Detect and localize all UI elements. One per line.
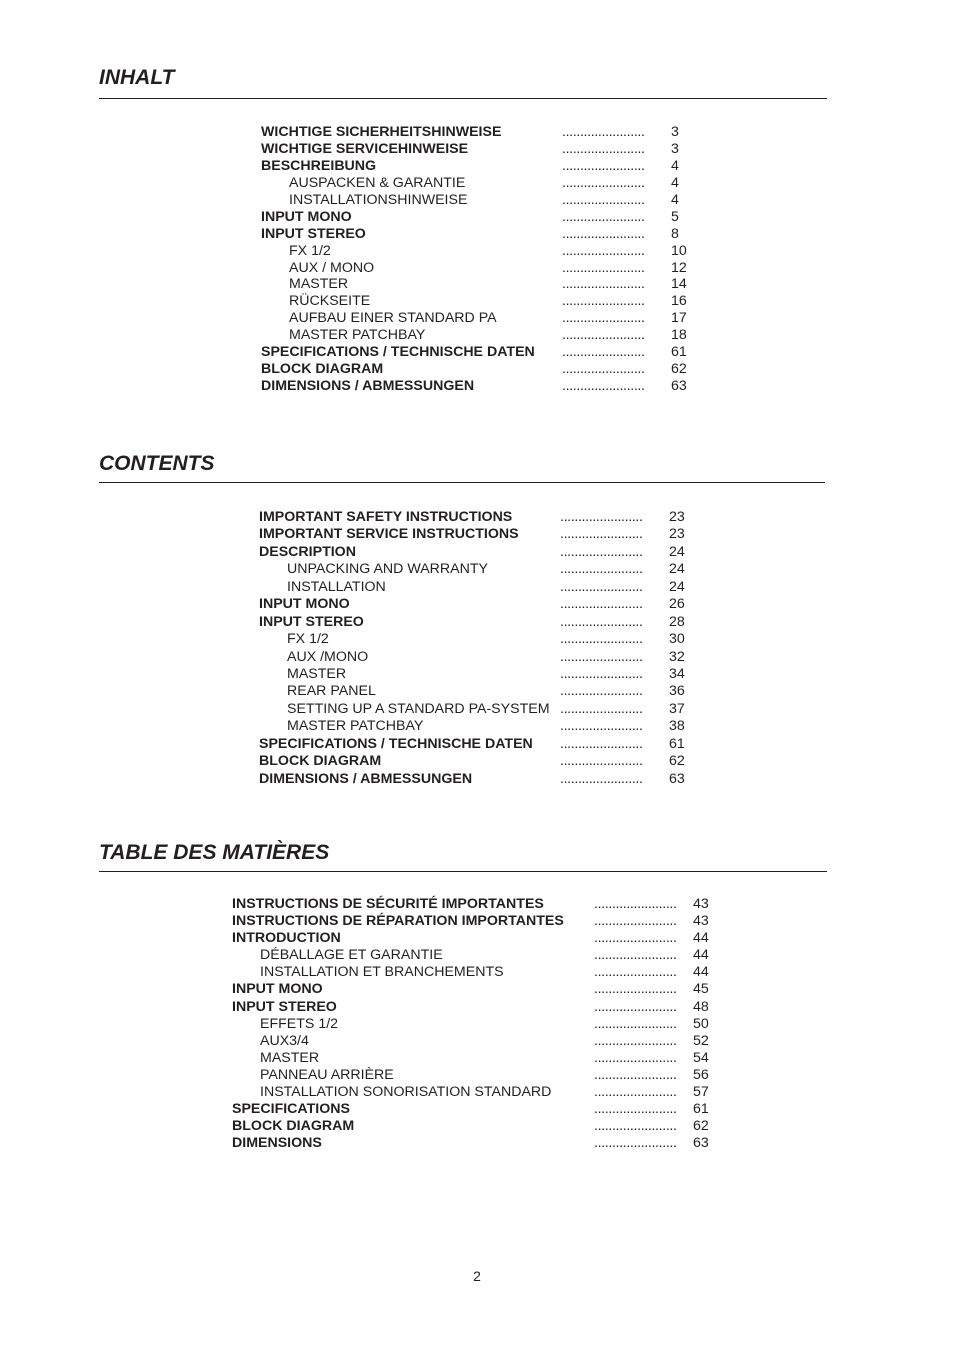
toc-entry-leader-dots: ....................... [560,526,643,543]
toc-entry-leader-dots: ....................... [560,578,643,595]
toc-entry[interactable] [232,1033,733,1050]
toc-entry-leader-dots: ....................... [562,124,645,140]
toc-entry-page: 61 [669,735,685,752]
toc-entry[interactable] [259,614,709,631]
toc-entry-label: MASTER [289,276,349,293]
toc-entry-leader-dots: ....................... [562,191,645,208]
toc-entry-label: UNPACKING AND WARRANTY [287,561,489,578]
toc-entry-label: FX 1/2 [289,242,331,259]
toc-entry-leader-dots: ....................... [594,1135,677,1152]
toc-entry-label: SETTING UP A STANDARD PA-SYSTEM [287,700,550,717]
toc-entry-page: 44 [693,947,709,964]
toc-entry-label: DÉBALLAGE ET GARANTIE [260,947,443,964]
toc-entry[interactable] [261,327,711,344]
toc-entry[interactable] [261,310,711,327]
toc-entry[interactable] [259,753,709,770]
toc-entry-label: PANNEAU ARRIÈRE [260,1066,394,1083]
toc-entry-page: 4 [671,191,679,208]
toc-entry-label: EFFETS 1/2 [260,1015,339,1032]
toc-entry-page: 23 [669,509,685,525]
toc-entry[interactable] [232,1016,733,1033]
toc-entry-leader-dots: ....................... [562,259,645,276]
toc-entry-label: AUX / MONO [289,259,375,276]
toc-entry-label: FX 1/2 [287,631,329,648]
toc-entry-leader-dots: ....................... [560,561,643,578]
toc-entry[interactable] [261,260,711,277]
toc-entry[interactable] [259,683,709,700]
toc-entry-page: 12 [671,259,687,276]
toc-entry-label: SPECIFICATIONS / TECHNISCHE DATEN [259,735,533,752]
toc-entry[interactable] [261,344,711,361]
toc-entry[interactable] [232,930,733,947]
toc-entry-page: 17 [671,310,687,327]
toc-entry[interactable] [261,361,711,378]
toc-entry[interactable] [232,896,733,913]
toc-entry-label: BLOCK DIAGRAM [232,1118,355,1135]
toc-entry[interactable] [259,666,709,683]
toc-entry-page: 54 [693,1049,709,1066]
toc-entry-leader-dots: ....................... [562,242,645,259]
toc-entry[interactable] [232,1050,733,1067]
toc-entry-leader-dots: ....................... [560,683,643,700]
toc-entry-label: AUX3/4 [260,1032,309,1049]
toc-entry[interactable] [232,1118,733,1135]
toc-entry-leader-dots: ....................... [594,1032,677,1049]
toc-entry-label: WICHTIGE SERVICEHINWEISE [261,140,469,157]
toc-entry-page: 3 [671,140,679,157]
toc-entry-page: 50 [693,1015,709,1032]
toc-entry-label: BLOCK DIAGRAM [259,753,382,770]
toc-entry-label: RÜCKSEITE [289,293,371,310]
toc-entry-leader-dots: ....................... [562,327,645,344]
toc-entry-label: SPECIFICATIONS [232,1101,350,1118]
toc-entry[interactable] [259,526,709,543]
toc-entry-leader-dots: ....................... [594,981,677,998]
toc-entry-leader-dots: ....................... [560,718,643,735]
toc-entry-label: INPUT MONO [232,981,323,998]
toc-entry-label: MASTER PATCHBAY [289,327,426,344]
toc-entry-label: DESCRIPTION [259,543,356,560]
toc-entry-page: 30 [669,631,685,648]
toc-entry-leader-dots: ....................... [594,930,677,947]
toc-entry-page: 5 [671,208,679,225]
toc-entry-page: 24 [669,578,685,595]
toc-list-contents [259,509,709,788]
toc-entry-label: MASTER PATCHBAY [287,718,424,735]
toc-entry-label: IMPORTANT SAFETY INSTRUCTIONS [259,509,513,525]
toc-entry-leader-dots: ....................... [562,361,645,378]
section-title-inhalt: INHALT [99,66,175,89]
toc-entry-label: AUSPACKEN & GARANTIE [289,174,466,191]
toc-entry-label: INSTALLATION SONORISATION STANDARD [260,1084,552,1101]
toc-entry-page: 24 [669,561,685,578]
toc-entry-page: 52 [693,1032,709,1049]
toc-entry-leader-dots: ....................... [560,648,643,665]
toc-entry-leader-dots: ....................... [560,700,643,717]
toc-entry-page: 44 [693,964,709,981]
toc-entry-leader-dots: ....................... [560,735,643,752]
toc-entry-label: INSTALLATIONSHINWEISE [289,191,468,208]
toc-entry-page: 24 [669,543,685,560]
toc-entry-page: 23 [669,526,685,543]
toc-entry[interactable] [232,1135,733,1152]
toc-entry-page: 63 [693,1135,709,1152]
toc-entry-label: DIMENSIONS / ABMESSUNGEN [259,770,473,787]
toc-entry-leader-dots: ....................... [594,1015,677,1032]
toc-entry-leader-dots: ....................... [594,964,677,981]
toc-entry-page: 61 [671,344,687,361]
toc-entry-label: INSTRUCTIONS DE SÉCURITÉ IMPORTANTES [232,896,544,912]
toc-entry-page: 32 [669,648,685,665]
toc-entry[interactable] [259,701,709,718]
toc-entry-leader-dots: ....................... [594,1049,677,1066]
toc-entry-page: 16 [671,293,687,310]
toc-entry-page: 45 [693,981,709,998]
toc-entry[interactable] [261,293,711,310]
toc-entry-leader-dots: ....................... [562,174,645,191]
toc-entry-label: MASTER [287,665,347,682]
toc-entry-page: 63 [671,378,687,395]
toc-entry-label: INPUT MONO [261,208,352,225]
toc-entry-leader-dots: ....................... [594,1101,677,1118]
toc-entry[interactable] [261,175,711,192]
toc-entry-label: INTRODUCTION [232,930,341,947]
toc-entry-label: DIMENSIONS / ABMESSUNGEN [261,378,475,395]
toc-entry[interactable] [232,981,733,998]
toc-entry-leader-dots: ....................... [560,543,643,560]
toc-entry-leader-dots: ....................... [562,310,645,327]
toc-entry-page: 62 [693,1118,709,1135]
toc-entry-label: INPUT STEREO [232,998,337,1015]
page-number: 2 [473,1268,481,1284]
toc-entry-leader-dots: ....................... [594,896,677,912]
toc-entry-leader-dots: ....................... [560,665,643,682]
toc-entry-page: 61 [693,1101,709,1118]
toc-entry[interactable] [259,736,709,753]
toc-entry-leader-dots: ....................... [562,225,645,242]
toc-entry-page: 14 [671,276,687,293]
toc-entry-leader-dots: ....................... [594,947,677,964]
toc-entry-leader-dots: ....................... [594,1066,677,1083]
toc-entry[interactable] [261,124,711,141]
toc-entry[interactable] [261,141,711,158]
toc-entry-leader-dots: ....................... [562,344,645,361]
toc-entry-page: 4 [671,157,679,174]
toc-entry[interactable] [259,509,709,526]
toc-entry-label: AUX /MONO [287,648,369,665]
toc-entry-label: BLOCK DIAGRAM [261,361,384,378]
toc-list-inhalt [261,124,711,395]
toc-entry-label: INSTRUCTIONS DE RÉPARATION IMPORTANTES [232,913,564,930]
toc-entry-leader-dots: ....................... [594,1118,677,1135]
toc-entry-leader-dots: ....................... [562,208,645,225]
toc-entry[interactable] [261,209,711,226]
toc-entry-leader-dots: ....................... [560,613,643,630]
section-rule [99,871,827,872]
toc-entry-page: 18 [671,327,687,344]
toc-entry-page: 3 [671,124,679,140]
toc-entry[interactable] [261,192,711,209]
toc-entry[interactable] [261,158,711,175]
toc-entry[interactable] [232,1101,733,1118]
toc-entry[interactable] [232,1067,733,1084]
toc-entry[interactable] [232,913,733,930]
toc-entry-leader-dots: ....................... [562,157,645,174]
toc-entry-page: 28 [669,613,685,630]
section-title-table-des-matieres: TABLE DES MATIÈRES [99,841,330,864]
toc-entry-label: INPUT STEREO [261,225,366,242]
toc-entry-page: 62 [671,361,687,378]
toc-entry-leader-dots: ....................... [560,631,643,648]
toc-entry-page: 26 [669,596,685,613]
toc-entry[interactable] [261,243,711,260]
toc-entry-leader-dots: ....................... [560,753,643,770]
toc-list-table-des-matieres [232,896,733,1152]
toc-entry-leader-dots: ....................... [560,770,643,787]
toc-entry-label: WICHTIGE SICHERHEITSHINWEISE [261,124,502,140]
toc-entry-page: 10 [671,242,687,259]
toc-entry[interactable] [259,579,709,596]
toc-entry[interactable] [259,718,709,735]
toc-entry-leader-dots: ....................... [562,293,645,310]
toc-entry[interactable] [259,544,709,561]
toc-entry-page: 38 [669,718,685,735]
toc-entry[interactable] [232,1084,733,1101]
toc-entry-page: 43 [693,896,709,912]
toc-entry-page: 62 [669,753,685,770]
toc-entry-leader-dots: ....................... [560,509,643,525]
toc-entry[interactable] [261,276,711,293]
toc-entry-label: DIMENSIONS [232,1135,322,1152]
toc-entry-page: 44 [693,930,709,947]
toc-entry-page: 8 [671,225,679,242]
toc-entry-leader-dots: ....................... [594,1084,677,1101]
toc-entry-label: INSTALLATION ET BRANCHEMENTS [260,964,504,981]
toc-entry-leader-dots: ....................... [594,998,677,1015]
toc-entry-leader-dots: ....................... [562,276,645,293]
toc-entry-page: 57 [693,1084,709,1101]
toc-entry[interactable] [232,947,733,964]
toc-entry-label: MASTER [260,1049,320,1066]
toc-entry-label: INPUT MONO [259,596,350,613]
toc-entry-label: BESCHREIBUNG [261,157,377,174]
toc-entry-page: 56 [693,1066,709,1083]
toc-entry-label: SPECIFICATIONS / TECHNISCHE DATEN [261,344,535,361]
toc-entry-label: IMPORTANT SERVICE INSTRUCTIONS [259,526,519,543]
toc-entry-page: 34 [669,665,685,682]
toc-entry-leader-dots: ....................... [560,596,643,613]
toc-entry-page: 37 [669,700,685,717]
toc-entry[interactable] [261,226,711,243]
toc-entry[interactable] [259,649,709,666]
toc-entry[interactable] [259,631,709,648]
toc-entry-leader-dots: ....................... [562,140,645,157]
toc-entry-page: 36 [669,683,685,700]
toc-entry-leader-dots: ....................... [562,378,645,395]
toc-entry[interactable] [232,964,733,981]
section-rule [99,482,825,483]
toc-entry-page: 43 [693,913,709,930]
toc-entry-page: 4 [671,174,679,191]
toc-entry-leader-dots: ....................... [594,913,677,930]
toc-entry-page: 63 [669,770,685,787]
toc-entry-page: 48 [693,998,709,1015]
toc-entry-label: INPUT STEREO [259,613,364,630]
section-title-contents: CONTENTS [99,452,215,475]
section-rule [99,98,827,99]
toc-entry[interactable] [232,999,733,1016]
toc-entry[interactable] [259,596,709,613]
toc-entry-label: REAR PANEL [287,683,376,700]
toc-entry[interactable] [261,378,711,395]
toc-entry[interactable] [259,561,709,578]
toc-entry-label: INSTALLATION [287,578,386,595]
toc-entry-label: AUFBAU EINER STANDARD PA [289,310,497,327]
toc-entry[interactable] [259,771,709,788]
